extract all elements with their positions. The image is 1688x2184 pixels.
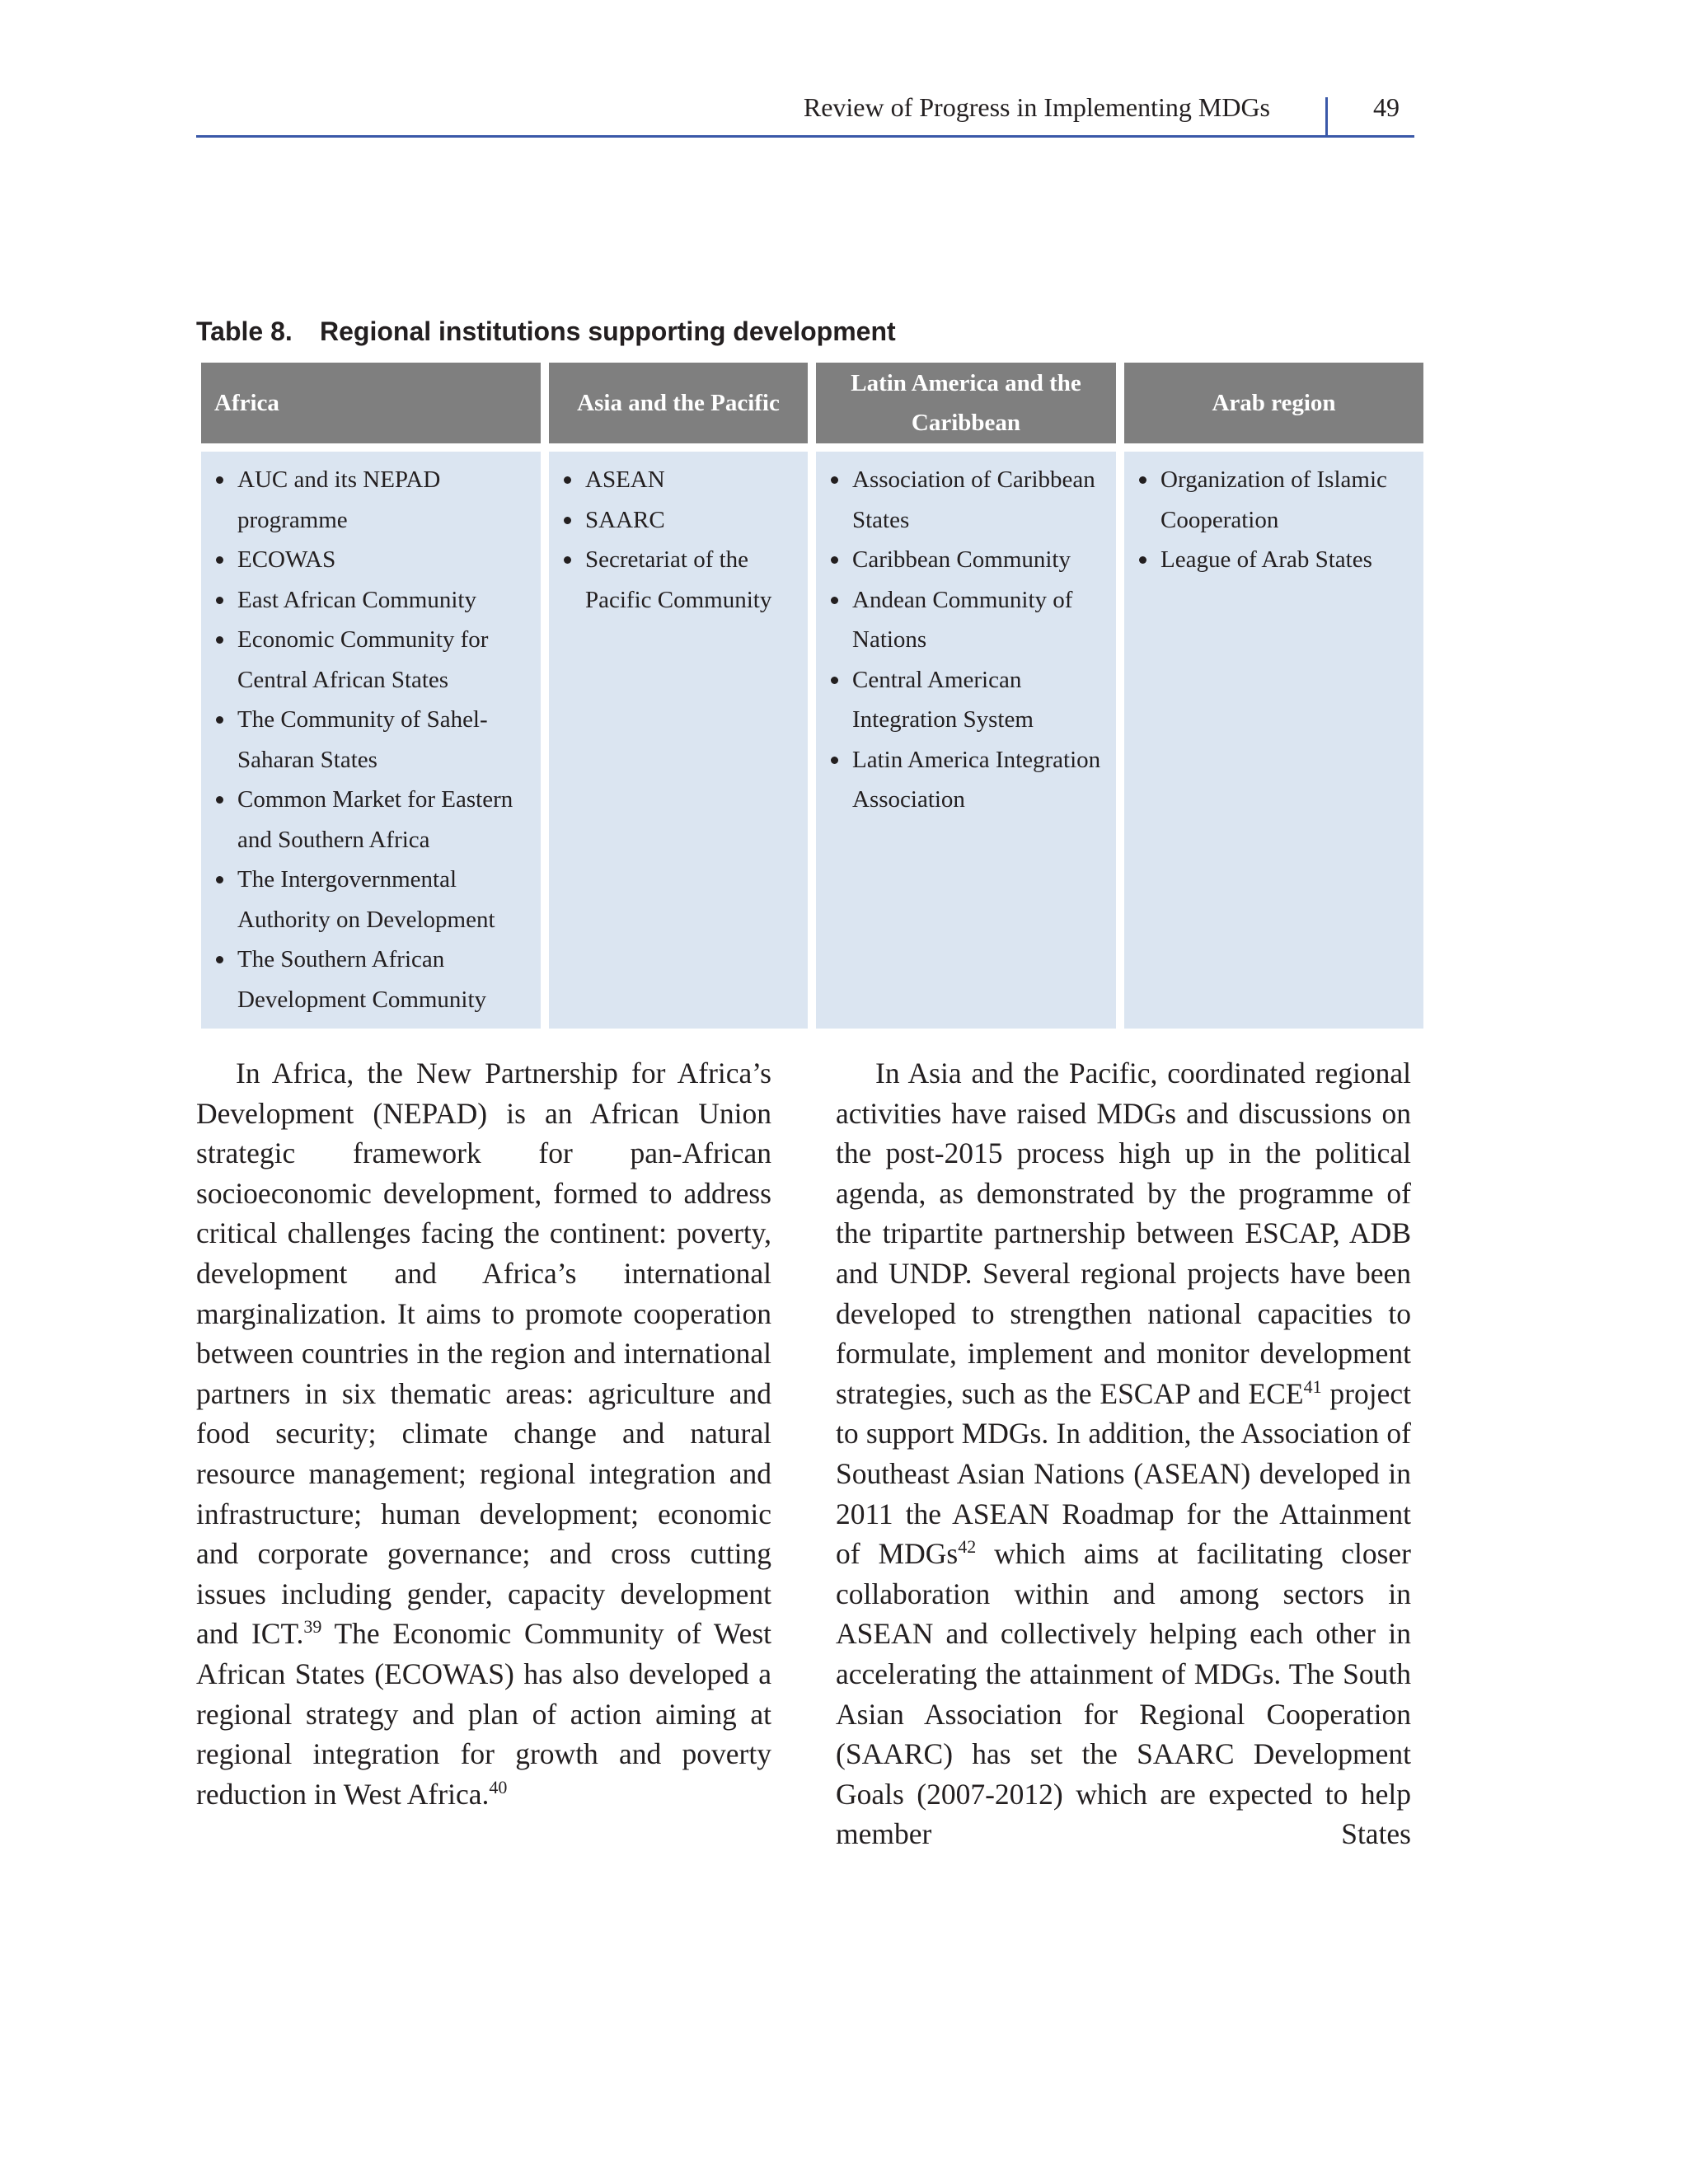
table-caption xyxy=(196,316,896,347)
institution-list-asia-pacific xyxy=(560,460,796,620)
paragraph-text: The Economic Community of West African States (ECOWAS) has also developed a regional strategy and plan of action aiming at regional integration for growth and poverty reduction in West Africa. xyxy=(196,1617,772,1811)
list-item: The Southern African Development Community xyxy=(213,940,529,1019)
list-item: Caribbean Community xyxy=(828,540,1104,580)
table-caption-number: Table 8. xyxy=(196,316,293,346)
list-item: AUC and its NEPAD programme xyxy=(213,460,529,540)
institution-list-arab-region xyxy=(1136,460,1412,580)
paragraph-text: project to support MDGs. In addition, the Association of Southeast Asian Nations (ASEAN) developed in 2011 the ASEAN Roadmap for the Attainment of MDGs xyxy=(836,1376,1411,1571)
header-separator xyxy=(1325,97,1328,137)
body-column-right xyxy=(836,1053,1411,1854)
header-rule xyxy=(196,135,1414,138)
footnote-ref[interactable]: 39 xyxy=(303,1616,322,1638)
table-header-row xyxy=(201,363,1423,452)
list-item: Common Market for Eastern and Southern Africa xyxy=(213,780,529,860)
list-item: East African Community xyxy=(213,580,529,621)
list-item: SAARC xyxy=(560,500,796,541)
paragraph-text: In Africa, the New Partnership for Africa’s Development (NEPAD) is an African Union strategic framework for pan-African socioeconomic development, formed to address critical challenges facing the continent: poverty, development and Africa’s international marginalization. It aims to promote cooperation between countries in the region and international partners in six thematic areas: agriculture and food security; climate change and natural resource management; regional integration and infrastructure; human development; economic and corporate governance; and cross cutting issues including gender, capacity development and ICT. xyxy=(196,1057,771,1651)
institution-list-latin-america xyxy=(828,460,1104,820)
list-item: Central American Integration System xyxy=(828,660,1104,740)
list-item: Andean Community of Nations xyxy=(828,580,1104,660)
list-item: Latin America Integration Association xyxy=(828,740,1104,820)
column-heading-arab-region: Arab region xyxy=(1124,363,1423,452)
list-item: The Intergovernmental Authority on Development xyxy=(213,860,529,940)
table-body-row xyxy=(201,452,1423,1029)
body-column-left xyxy=(196,1053,771,1814)
footnote-ref[interactable]: 42 xyxy=(958,1536,977,1558)
paragraph-text: In Asia and the Pacific, coordinated regional activities have raised MDGs and discussions on the post-2015 process high up in the political agenda, as demonstrated by the programme of the tripartite partnership between ESCAP, ADB and UNDP. Several regional projects have been developed to strengthen national capacities to formulate, implement and monitor development strategies, such as the ESCAP and ECE xyxy=(836,1057,1411,1410)
list-item: League of Arab States xyxy=(1136,540,1412,580)
list-item: ECOWAS xyxy=(213,540,529,580)
list-item: Secretariat of the Pacific Community xyxy=(560,540,796,620)
paragraph-asia-pacific xyxy=(836,1053,1411,1854)
regional-institutions-table xyxy=(201,363,1423,1029)
list-item: Organization of Islamic Cooperation xyxy=(1136,460,1412,540)
paragraph-africa xyxy=(196,1053,771,1814)
table-caption-title: Regional institutions supporting development xyxy=(320,316,896,346)
column-cell-asia-pacific xyxy=(549,452,816,1029)
column-heading-africa: Africa xyxy=(201,363,549,452)
column-cell-arab-region xyxy=(1124,452,1423,1029)
list-item: Association of Caribbean States xyxy=(828,460,1104,540)
column-cell-africa xyxy=(201,452,549,1029)
column-heading-latin-america: Latin America and the Caribbean xyxy=(816,363,1124,452)
paragraph-text: which aims at facilitating closer collaboration within and among sectors in ASEAN and collectively helping each other in accelerating the attainment of MDGs. The South Asian Association for Regional Cooperation (SAARC) has set the SAARC Development Goals (2007-2012) which are expected to help member States xyxy=(836,1537,1411,1851)
footnote-ref[interactable]: 41 xyxy=(1303,1376,1322,1397)
column-heading-asia-pacific: Asia and the Pacific xyxy=(549,363,816,452)
column-cell-latin-america xyxy=(816,452,1124,1029)
page-number: 49 xyxy=(1373,92,1400,122)
footnote-ref[interactable]: 40 xyxy=(489,1776,508,1797)
institution-list-africa xyxy=(213,460,529,1019)
list-item: The Community of Sahel-Saharan States xyxy=(213,700,529,780)
list-item: Economic Community for Central African States xyxy=(213,620,529,700)
list-item: ASEAN xyxy=(560,460,796,500)
running-title: Review of Progress in Implementing MDGs xyxy=(803,92,1270,122)
